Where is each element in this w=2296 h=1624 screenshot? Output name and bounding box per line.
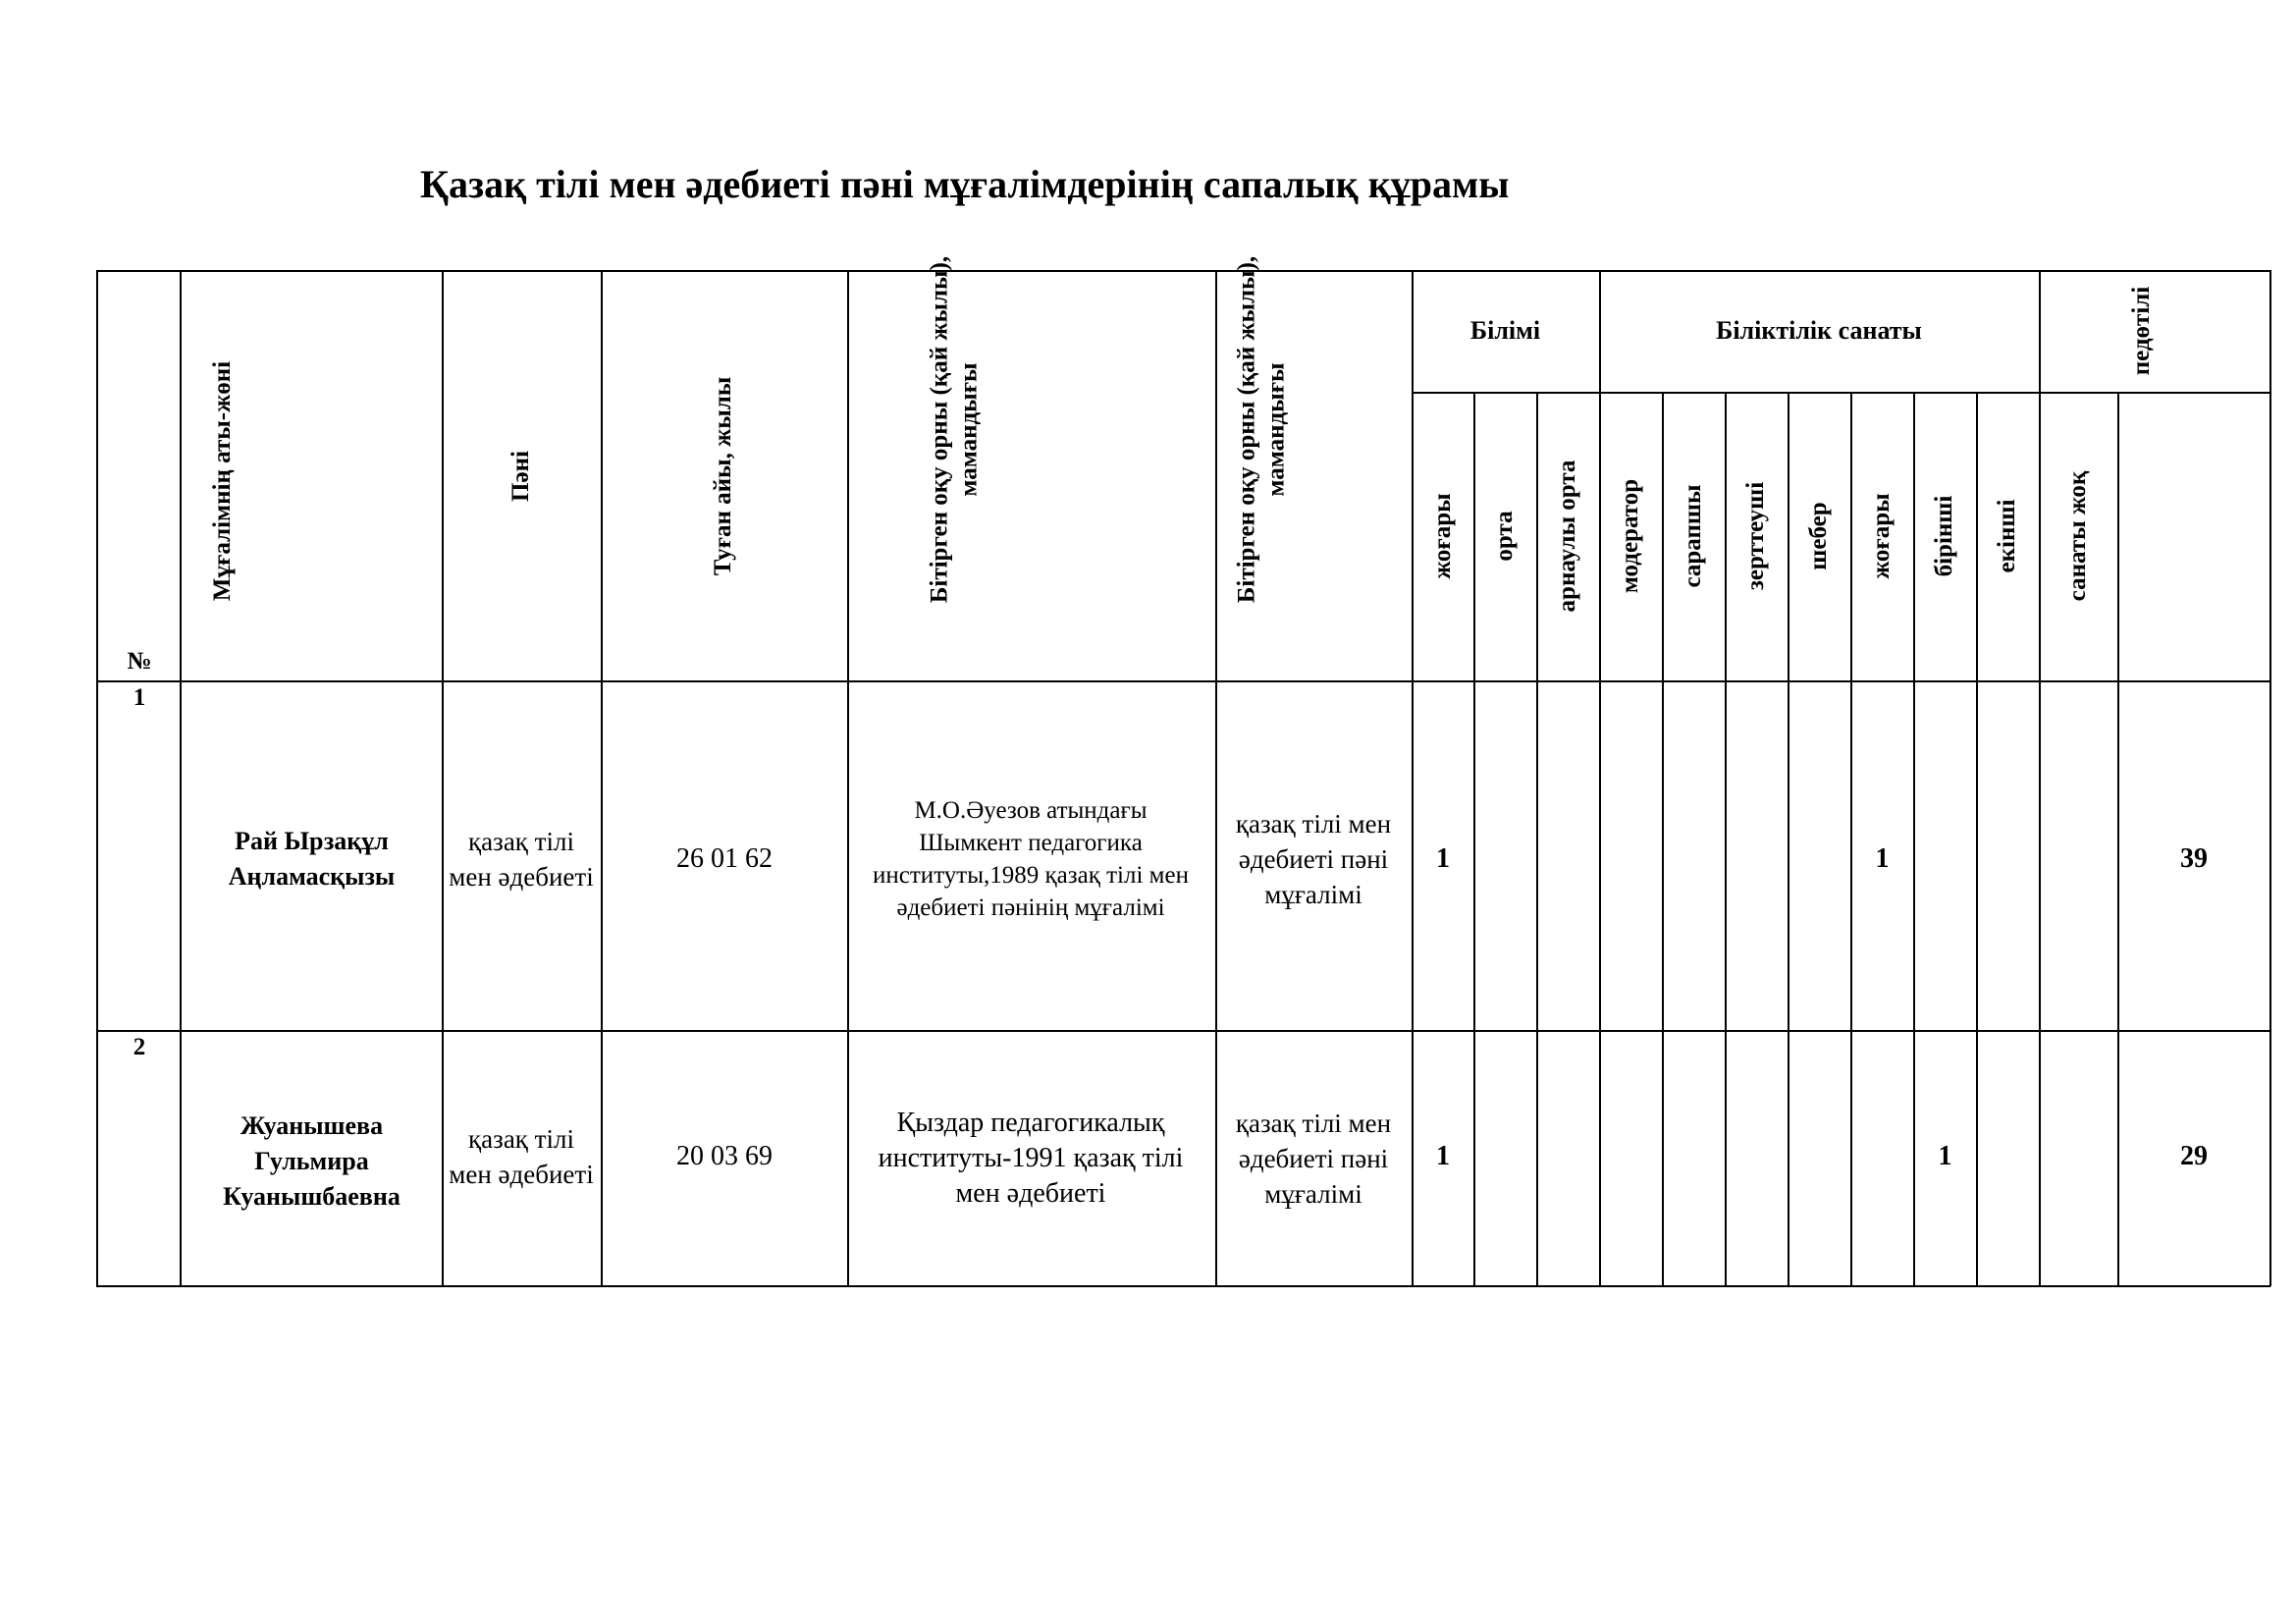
header-edu-special: арнаулы орта <box>1554 460 1580 613</box>
col-line <box>1473 392 1475 1286</box>
header-education-group: Білімі <box>1469 316 1541 345</box>
row-2-specialty: қазақ тілі мен әдебиеті пәні мұғалімі <box>1235 1109 1392 1209</box>
row-2-num: 2 <box>133 1034 146 1060</box>
header-birth: Туған айы, жылы <box>710 376 736 576</box>
header-bottom <box>96 680 2270 682</box>
row-1-q-first <box>1914 839 1976 879</box>
header-q-high: жоғары <box>1868 493 1895 579</box>
col-line <box>1599 270 1601 1286</box>
row-2-ped-exp: 29 <box>2180 1141 2208 1171</box>
row-1-num: 1 <box>133 684 146 711</box>
row-2-birth: 20 03 69 <box>676 1141 773 1171</box>
row-divider <box>96 1030 2270 1032</box>
header-teacher-name: Мұғалімнің аты-жөні <box>209 360 236 602</box>
col-line <box>601 270 603 1286</box>
col-line <box>1725 392 1727 1286</box>
col-line <box>2269 270 2271 1286</box>
row-1-subject: қазақ тілі мен әдебиеті <box>449 827 594 892</box>
row-2-edu-high: 1 <box>1436 1141 1450 1171</box>
header-ped-exp: педөтілі <box>2128 286 2155 376</box>
header-q-second: екінші <box>1994 499 2020 573</box>
row-1-q-high: 1 <box>1875 843 1890 874</box>
col-line <box>847 270 849 1286</box>
page-title: Қазақ тілі мен әдебиеті пәні мұғалімдерінің сапалық құрамы <box>420 162 1510 206</box>
col-line <box>1976 392 1978 1286</box>
col-line <box>1412 270 1414 1286</box>
row-1-birth: 26 01 62 <box>676 843 773 874</box>
row-2-q-first: 1 <box>1938 1141 1952 1171</box>
row-2-q-high <box>1851 1137 1913 1176</box>
header-q-researcher: зерттеуші <box>1742 481 1769 591</box>
row-1-grad-place: М.О.Әуезов атындағы Шымкент педагогика институты,1989 қазақ тілі мен әдебиеті пәнінің мұғалімі <box>873 797 1189 921</box>
table-border-top <box>96 270 2270 272</box>
row-1-ped-exp: 39 <box>2180 843 2208 874</box>
header-edu-secondary: орта <box>1491 511 1518 562</box>
row-1-edu-high: 1 <box>1436 843 1450 874</box>
row-2-name: Жуанышева Гульмира Куанышбаевна <box>223 1111 400 1211</box>
row-1-specialty: қазақ тілі мен әдебиеті пәні мұғалімі <box>1235 809 1392 909</box>
header-grad-place: Бітірген оқу орны (қай жылы), мамандығы <box>926 255 982 604</box>
header-num: № <box>127 648 152 675</box>
header-q-master: шебер <box>1805 502 1832 570</box>
header-qualification-group: Біліктілік санаты <box>1716 316 1922 345</box>
header-specialty: Бітірген оқу орны (қай жылы), мамандығы <box>1233 255 1289 604</box>
col-line <box>96 270 98 1286</box>
header-subject: Пәні <box>507 451 534 502</box>
col-line <box>1788 392 1789 1286</box>
header-q-first: бірінші <box>1931 495 1957 577</box>
row-2-grad-place: Қыздар педагогикалық институты-1991 қазақ тілі мен әдебиеті <box>878 1108 1184 1209</box>
col-line <box>1662 392 1664 1286</box>
row-1-name: Рай Ырзақұл Аңламасқызы <box>228 827 396 891</box>
header-q-moderator: модератор <box>1617 478 1643 594</box>
table-border-bottom <box>96 1285 2270 1287</box>
col-line <box>180 270 182 1286</box>
header-edu-high: жоғары <box>1429 493 1456 579</box>
row-2-subject: қазақ тілі мен әдебиеті <box>449 1124 594 1189</box>
header-q-none: санаты жоқ <box>2064 470 2091 602</box>
col-line <box>2039 270 2041 1286</box>
col-line <box>1536 392 1538 1286</box>
header-q-expert: сарапшы <box>1680 484 1706 588</box>
